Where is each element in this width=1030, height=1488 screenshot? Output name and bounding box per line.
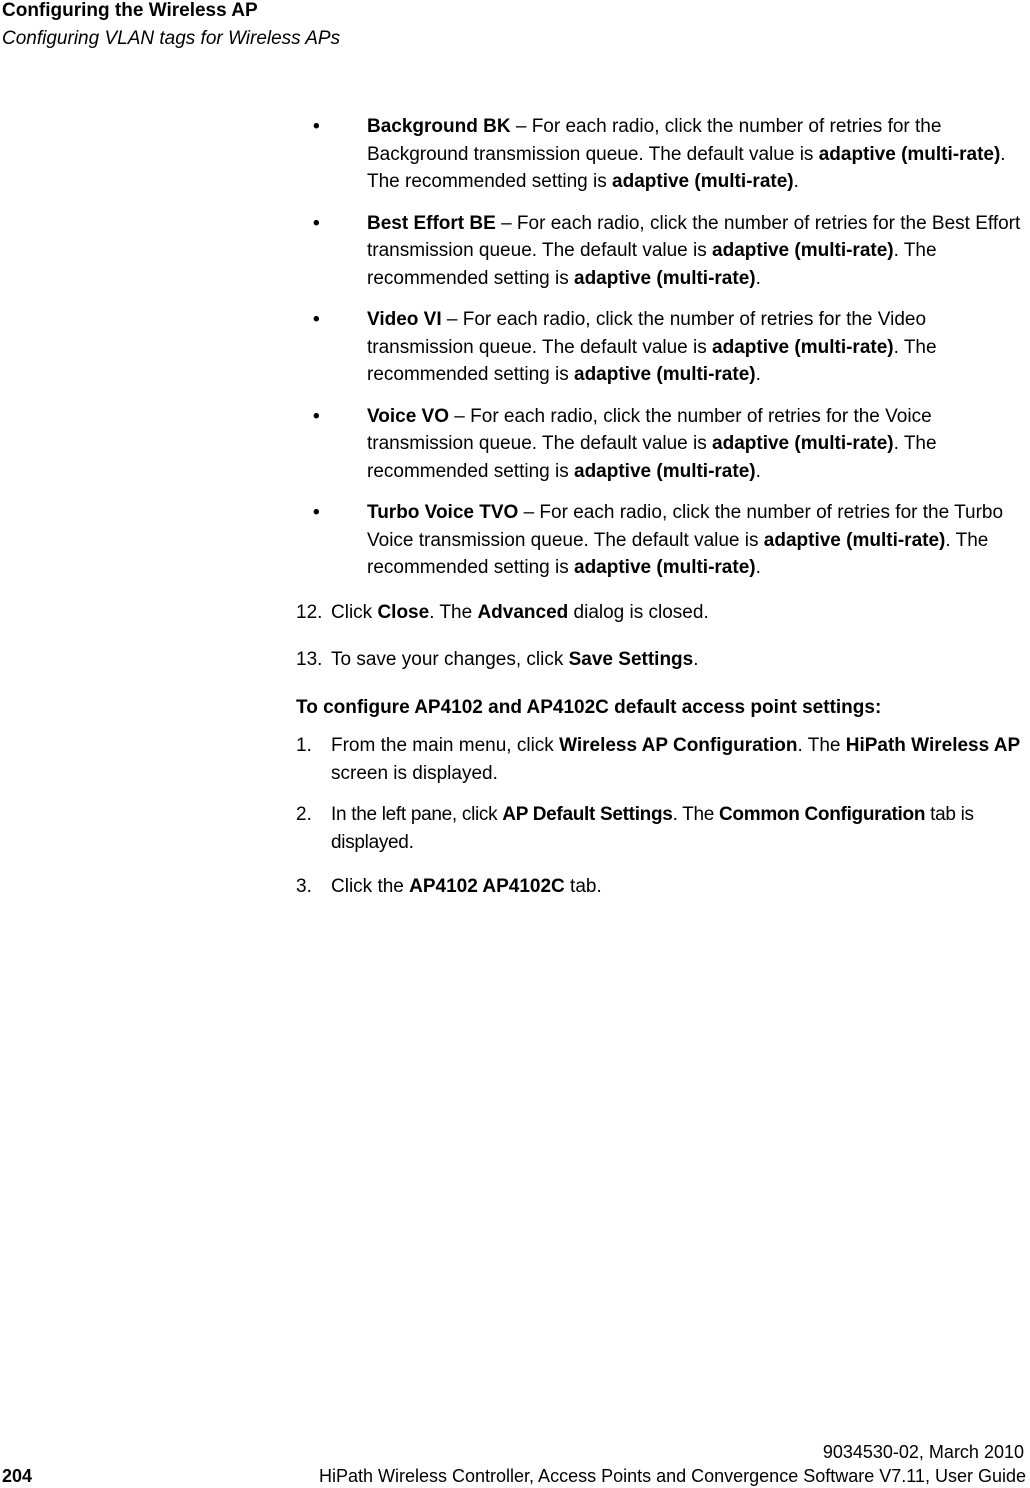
bullet-marker: • xyxy=(313,405,320,427)
bullet-marker: • xyxy=(313,309,320,330)
list-item-term: Turbo Voice TVO xyxy=(367,502,519,523)
footer-book-title: HiPath Wireless Controller, Access Points and Convergence Software V7.11, User Guide xyxy=(318,1466,1026,1486)
bullet-marker: • xyxy=(313,212,320,234)
step-number: 1. xyxy=(296,735,312,756)
step-text: In the left pane, click AP Default Settings. The Common Configuration tab is displayed. xyxy=(331,804,974,853)
procedure-heading: To configure AP4102 and AP4102C default access point settings: xyxy=(296,697,882,718)
list-item: • Voice VO – For each radio, click the number of retries for the Voice transmission queue. The default value is adaptive (multi-rate). The recommended setting is adaptive (multi-rate). xyxy=(313,403,1029,486)
list-item-term: Voice VO xyxy=(367,405,450,427)
step-text: From the main menu, click Wireless AP Configuration. The HiPath Wireless AP screen is displayed. xyxy=(331,735,1021,784)
list-item-term: Background BK xyxy=(367,116,511,137)
bullet-marker: • xyxy=(313,116,320,137)
footer-page-number: 204 xyxy=(2,1466,33,1486)
list-item: • Turbo Voice TVO – For each radio, click the number of retries for the Turbo Voice transmission queue. The default value is adaptive (multi-rate). The recommended setting is adaptive (multi-rate). xyxy=(313,499,1029,582)
running-header-subtitle: Configuring VLAN tags for Wireless APs xyxy=(2,28,341,49)
step-number: 12. xyxy=(296,602,323,623)
list-item: • Background BK – For each radio, click the number of retries for the Background transmission queue. The default value is adaptive (multi-rate). The recommended setting is adaptive (multi-rate). xyxy=(313,113,1029,196)
running-header-title: Configuring the Wireless AP xyxy=(2,0,258,21)
footer-doc-id: 9034530-02, March 2010 xyxy=(822,1442,1024,1462)
list-item: • Video VI – For each radio, click the number of retries for the Video transmission queue. The default value is adaptive (multi-rate). The recommended setting is adaptive (multi-rate). xyxy=(313,306,1029,389)
step-text: Click Close. The Advanced dialog is closed. xyxy=(331,602,709,623)
step-number: 3. xyxy=(296,876,312,897)
retry-settings-list xyxy=(313,113,1029,596)
step-text: Click the AP4102 AP4102C tab. xyxy=(331,876,602,897)
step-text: To save your changes, click Save Settings. xyxy=(331,649,699,670)
step-number: 13. xyxy=(296,649,323,670)
step-number: 2. xyxy=(296,804,312,825)
bullet-marker: • xyxy=(313,502,320,523)
list-item-term: Video VI xyxy=(367,309,442,330)
list-item-term: Best Effort BE xyxy=(367,212,496,234)
list-item: • Best Effort BE – For each radio, click the number of retries for the Best Effort transmission queue. The default value is adaptive (multi-rate). The recommended setting is adaptive (multi-rate). xyxy=(313,210,1029,293)
